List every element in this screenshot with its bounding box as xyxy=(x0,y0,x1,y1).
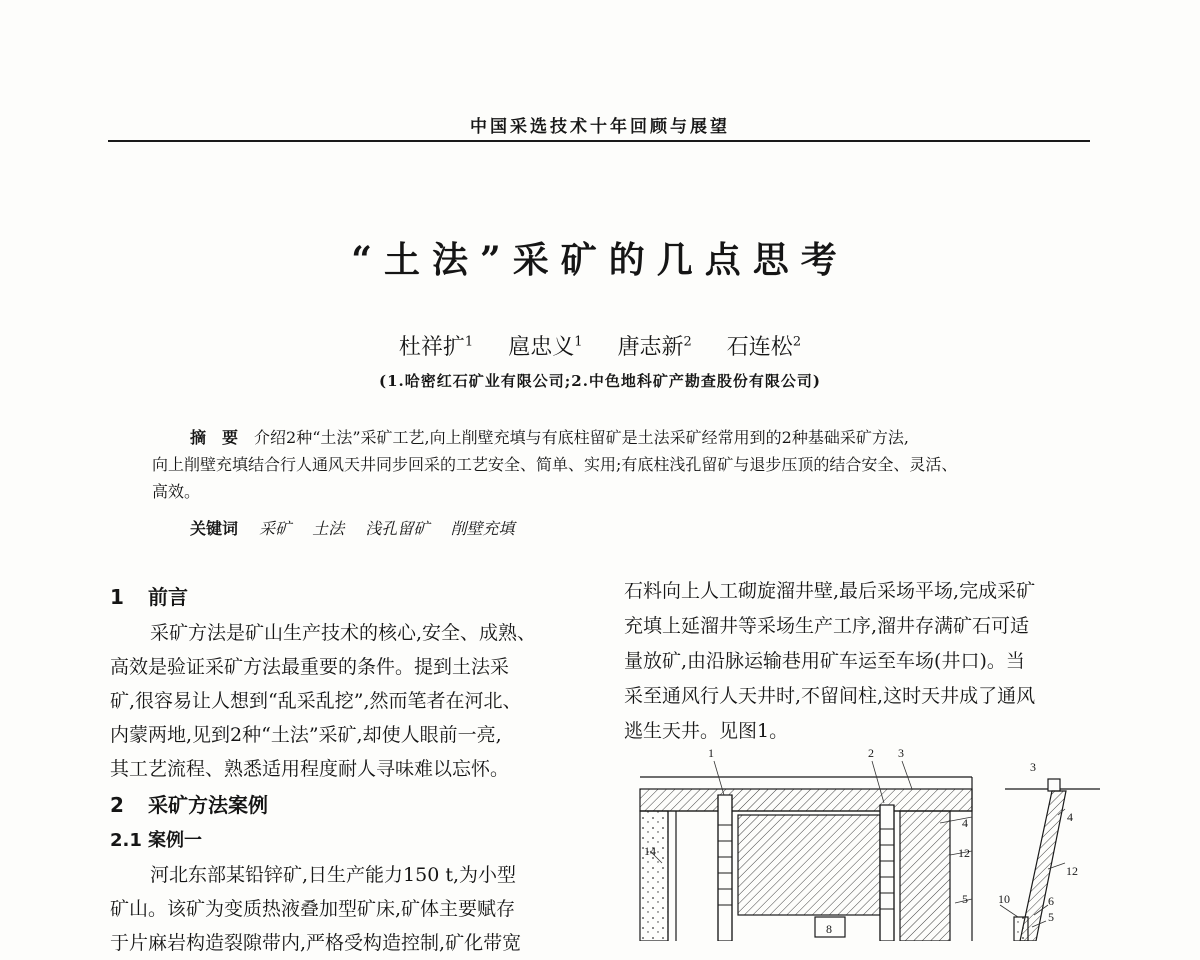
figure-label: 6 xyxy=(1048,894,1054,908)
author-name: 唐志新 xyxy=(617,335,684,360)
body-line: 矿山。该矿为变质热液叠加型矿床,矿体主要赋存 xyxy=(110,898,516,920)
keyword: 土法 xyxy=(312,519,345,538)
author xyxy=(508,335,582,360)
body-line: 逃生天井。见图1。 xyxy=(624,720,789,742)
right-column xyxy=(624,574,1104,749)
body-line: 充填上延溜井等采场生产工序,溜井存满矿石可适 xyxy=(624,615,1030,637)
abstract-label: 摘 要 xyxy=(190,428,239,447)
body-line: 采至通风行人天井时,不留间柱,这时天井成了通风 xyxy=(624,685,1036,707)
elevation-view xyxy=(640,777,972,941)
author-affiliation-mark: 1 xyxy=(464,334,474,350)
running-header: 中国采选技术十年回顾与展望 xyxy=(470,117,730,137)
top-hatched-level xyxy=(640,789,972,811)
keywords xyxy=(190,516,530,539)
figure-label: 12 xyxy=(958,846,970,860)
author xyxy=(618,335,692,360)
body-line: 石料向上人工砌旋溜井壁,最后采场平场,完成采矿 xyxy=(624,580,1036,602)
subsection-heading xyxy=(110,824,590,858)
author-name: 石连松 xyxy=(726,335,793,360)
body-line: 矿,很容易让人想到“乱采乱挖”,然而笔者在河北、 xyxy=(110,690,522,712)
figure-label: 3 xyxy=(1030,760,1036,774)
stope-fill xyxy=(738,815,880,915)
keyword: 浅孔留矿 xyxy=(365,519,430,538)
author-affiliation-mark: 2 xyxy=(683,334,692,350)
abstract-text: 介绍2种“土法”采矿工艺,向上削壁充填与有底柱留矿是土法采矿经常用到的2种基础采矿方法, xyxy=(254,428,909,447)
author-affiliation-mark: 1 xyxy=(574,334,583,350)
section-number: 2 xyxy=(110,793,124,817)
author xyxy=(727,335,801,360)
raise-shaft xyxy=(718,795,732,941)
figure-label: 14 xyxy=(644,844,656,858)
abstract-line: 向上削壁充填结合行人通风天井同步回采的工艺安全、简单、实用;有底柱浅孔留矿与退步压顶的结合安全、灵活、 xyxy=(152,455,958,474)
author-name: 扈忠义 xyxy=(508,335,575,360)
abstract-line: 高效。 xyxy=(152,482,201,501)
orepass xyxy=(880,805,894,941)
author xyxy=(399,335,473,360)
body-line: 高效是验证采矿方法最重要的条件。提到土法采 xyxy=(110,656,510,678)
mining-method-figure xyxy=(600,745,1100,941)
author-affiliation-mark: 2 xyxy=(792,334,802,350)
section-number: 1 xyxy=(110,585,124,609)
subsection-title: 案例一 xyxy=(148,830,202,851)
section-collar xyxy=(1048,779,1060,791)
body-line: 河北东部某铅锌矿,日生产能力150 t,为小型 xyxy=(150,864,517,886)
keyword: 削壁充填 xyxy=(450,519,515,538)
figure-label: 5 xyxy=(962,892,968,906)
paper-title: “土法”采矿的几点思考 xyxy=(351,239,849,281)
keywords-label: 关键词 xyxy=(190,519,239,538)
figure-label: 10 xyxy=(998,892,1010,906)
figure-label: 2 xyxy=(868,746,874,760)
subsection-number: 2.1 xyxy=(110,830,142,851)
figure-label: 1 xyxy=(708,746,714,760)
figure-label: 8 xyxy=(826,922,832,936)
body-line: 于片麻岩构造裂隙带内,严格受构造控制,矿化带宽 xyxy=(110,932,522,954)
right-hatched-zone xyxy=(900,811,950,941)
body-line: 其工艺流程、熟悉适用程度耐人寻味难以忘怀。 xyxy=(110,758,510,780)
section-drift xyxy=(1014,917,1028,941)
header-rule xyxy=(108,140,1090,142)
figure-label: 5 xyxy=(1048,910,1054,924)
section-heading xyxy=(110,578,590,616)
section-title: 采矿方法案例 xyxy=(148,793,268,817)
author-name: 杜祥扩 xyxy=(398,335,465,360)
body-line: 量放矿,由沿脉运输巷用矿车运至车场(井口)。当 xyxy=(624,650,1025,672)
body-line: 内蒙两地,见到2种“土法”采矿,却使人眼前一亮, xyxy=(110,724,502,746)
section-heading xyxy=(110,786,590,824)
figure-label: 3 xyxy=(898,746,904,760)
figure-label: 12 xyxy=(1066,864,1078,878)
left-column xyxy=(110,578,590,960)
abstract xyxy=(152,424,1052,505)
body-line: 采矿方法是矿山生产技术的核心,安全、成熟、 xyxy=(150,622,537,644)
left-rock-mass xyxy=(640,811,668,941)
abstract-line xyxy=(152,424,1052,451)
figure-label: 4 xyxy=(962,816,968,830)
figure-label: 4 xyxy=(1067,810,1073,824)
section-title: 前言 xyxy=(148,585,188,609)
affiliations: (1.哈密红石矿业有限公司;2.中色地科矿产勘查股份有限公司) xyxy=(378,372,822,390)
author-list xyxy=(0,330,1200,361)
keyword: 采矿 xyxy=(259,519,292,538)
